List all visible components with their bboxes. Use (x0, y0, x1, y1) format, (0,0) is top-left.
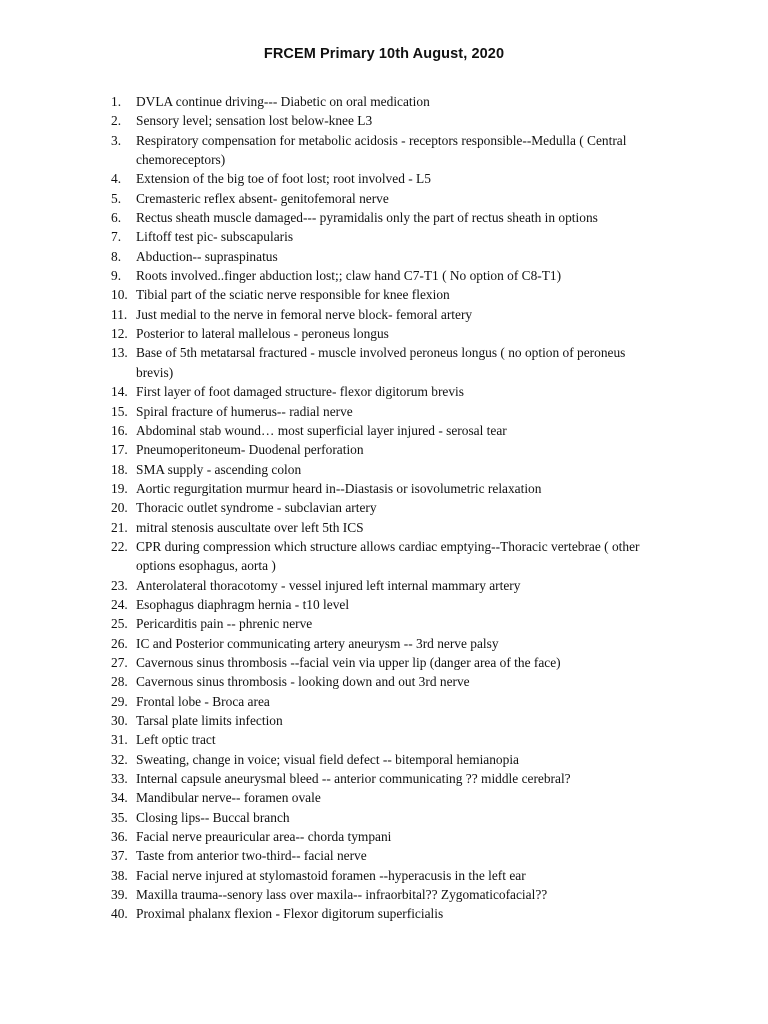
item-text: Esophagus diaphragm hernia - t10 level (136, 596, 350, 612)
item-number: 19. (111, 480, 128, 496)
item-text: SMA supply - ascending colon (136, 461, 302, 477)
item-text: Maxilla trauma--senory lass over maxila-- infraorbital?? Zygomaticofacial?? (136, 887, 548, 903)
item-number: 4. (111, 171, 122, 187)
item-number: 33. (111, 771, 128, 787)
list-item (0, 653, 768, 672)
item-text: Facial nerve injured at stylomastoid foramen --hyperacusis in the left ear (136, 867, 526, 883)
item-number: 27. (111, 654, 128, 670)
list-item (0, 208, 768, 227)
item-number: 17. (111, 442, 128, 458)
item-number: 29. (111, 693, 128, 709)
list-item (0, 827, 768, 846)
list-item (0, 421, 768, 440)
item-number: 32. (111, 751, 128, 767)
item-number: 37. (111, 848, 128, 864)
item-number: 3. (111, 132, 122, 148)
item-text: Cavernous sinus thrombosis --facial vein via upper lip (danger area of the face) (136, 654, 561, 670)
list-item (0, 227, 768, 246)
list-item (0, 479, 768, 498)
list-item (0, 460, 768, 479)
list-item (0, 131, 768, 170)
item-text: Anterolateral thoracotomy - vessel injured left internal mammary artery (136, 577, 521, 593)
list-item (0, 440, 768, 459)
item-number: 20. (111, 500, 128, 516)
list-item (0, 614, 768, 633)
item-text: mitral stenosis auscultate over left 5th ICS (136, 519, 364, 535)
item-text: IC and Posterior communicating artery aneurysm -- 3rd nerve palsy (136, 635, 499, 651)
item-number: 35. (111, 809, 128, 825)
item-number: 2. (111, 113, 122, 129)
item-text: Abdominal stab wound… most superficial layer injured - serosal tear (136, 422, 507, 438)
item-text: CPR during compression which structure allows cardiac emptying--Thoracic vertebrae ( other options esophagus, aorta ) (136, 538, 640, 574)
item-text: Rectus sheath muscle damaged--- pyramidalis only the part of rectus sheath in options (136, 210, 598, 226)
list-item (0, 692, 768, 711)
item-text: Respiratory compensation for metabolic acidosis - receptors responsible--Medulla ( Central chemoreceptors) (136, 132, 627, 168)
list-item (0, 518, 768, 537)
item-number: 1. (111, 94, 122, 109)
list-item (0, 324, 768, 343)
item-number: 9. (111, 268, 122, 284)
item-number: 16. (111, 422, 128, 438)
item-number: 38. (111, 867, 128, 883)
item-text: Cavernous sinus thrombosis - looking down and out 3rd nerve (136, 674, 470, 690)
list-item (0, 634, 768, 653)
list-item (0, 343, 768, 382)
list-item (0, 402, 768, 421)
item-number: 34. (111, 790, 128, 806)
list-item (0, 885, 768, 904)
item-number: 30. (111, 713, 128, 728)
item-text: Frontal lobe - Broca area (136, 693, 270, 709)
item-text: Cremasteric reflex absent- genitofemoral nerve (136, 190, 389, 206)
item-text: Extension of the big toe of foot lost; root involved - L5 (136, 171, 431, 187)
item-text: Base of 5th metatarsal fractured - muscle involved peroneus longus ( no option of peroneus brevis) (136, 345, 626, 380)
item-text: Facial nerve preauricular area-- chorda tympani (136, 829, 392, 845)
list-item (0, 189, 768, 208)
item-text: Aortic regurgitation murmur heard in--Diastasis or isovolumetric relaxation (136, 480, 542, 496)
item-text: Thoracic outlet syndrome - subclavian artery (136, 500, 377, 516)
item-number: 15. (111, 403, 128, 419)
item-text: Proximal phalanx flexion - Flexor digitorum superficialis (136, 906, 444, 922)
list-item (0, 711, 768, 730)
list-item (0, 285, 768, 304)
list-item (0, 904, 768, 923)
item-number: 23. (111, 577, 128, 593)
item-text: Pericarditis pain -- phrenic nerve (136, 616, 313, 632)
list-item (0, 769, 768, 788)
item-number: 12. (111, 326, 128, 342)
item-number: 26. (111, 635, 128, 651)
list-item (0, 498, 768, 517)
list-item (0, 730, 768, 749)
list-item (0, 247, 768, 266)
item-number: 40. (111, 906, 128, 922)
item-text: Closing lips-- Buccal branch (136, 809, 290, 825)
item-text: Left optic tract (136, 732, 216, 748)
list-item (0, 595, 768, 614)
item-text: Tibial part of the sciatic nerve responsible for knee flexion (136, 287, 450, 303)
item-text: Abduction-- supraspinatus (136, 248, 278, 264)
item-number: 7. (111, 229, 122, 245)
list-item (0, 382, 768, 401)
list-item (0, 788, 768, 807)
list-item (0, 537, 768, 576)
item-number: 24. (111, 596, 128, 612)
item-number: 39. (111, 887, 128, 903)
item-text: Internal capsule aneurysmal bleed -- anterior communicating ?? middle cerebral? (136, 771, 571, 787)
list-item (0, 305, 768, 324)
item-number: 31. (111, 732, 128, 748)
item-number: 13. (111, 345, 128, 361)
item-number: 22. (111, 538, 128, 554)
list-item (0, 846, 768, 865)
item-number: 6. (111, 210, 122, 226)
item-text: Roots involved..finger abduction lost;; claw hand C7-T1 ( No option of C8-T1) (136, 268, 562, 284)
item-number: 28. (111, 674, 128, 690)
item-text: DVLA continue driving--- Diabetic on oral medication (136, 94, 430, 109)
list-item (0, 111, 768, 130)
item-text: Sensory level; sensation lost below-knee L3 (136, 113, 373, 129)
item-text: Spiral fracture of humerus-- radial nerve (136, 403, 353, 419)
list-item (0, 750, 768, 769)
list-item (0, 266, 768, 285)
item-number: 10. (111, 287, 128, 303)
item-number: 11. (111, 306, 128, 322)
list-item (0, 672, 768, 691)
item-text: Tarsal plate limits infection (136, 713, 283, 728)
item-text: Sweating, change in voice; visual field defect -- bitemporal hemianopia (136, 751, 519, 767)
list-item (0, 808, 768, 827)
list-item (0, 92, 768, 111)
question-list (0, 92, 768, 924)
item-number: 18. (111, 461, 128, 477)
item-number: 5. (111, 190, 122, 206)
item-text: Just medial to the nerve in femoral nerve block- femoral artery (136, 306, 473, 322)
item-number: 25. (111, 616, 128, 632)
item-text: Mandibular nerve-- foramen ovale (136, 790, 321, 806)
item-number: 8. (111, 248, 122, 264)
list-item (0, 576, 768, 595)
item-text: Taste from anterior two-third-- facial nerve (136, 848, 367, 864)
item-text: Posterior to lateral mallelous - peroneus longus (136, 326, 389, 342)
list-item (0, 866, 768, 885)
document-title: FRCEM Primary 10th August, 2020 (263, 46, 505, 62)
item-number: 14. (111, 384, 128, 400)
item-text: First layer of foot damaged structure- flexor digitorum brevis (136, 384, 464, 400)
item-number: 21. (111, 519, 128, 535)
item-text: Pneumoperitoneum- Duodenal perforation (136, 442, 364, 458)
item-text: Liftoff test pic- subscapularis (136, 229, 294, 245)
list-item (0, 169, 768, 188)
item-number: 36. (111, 829, 128, 845)
